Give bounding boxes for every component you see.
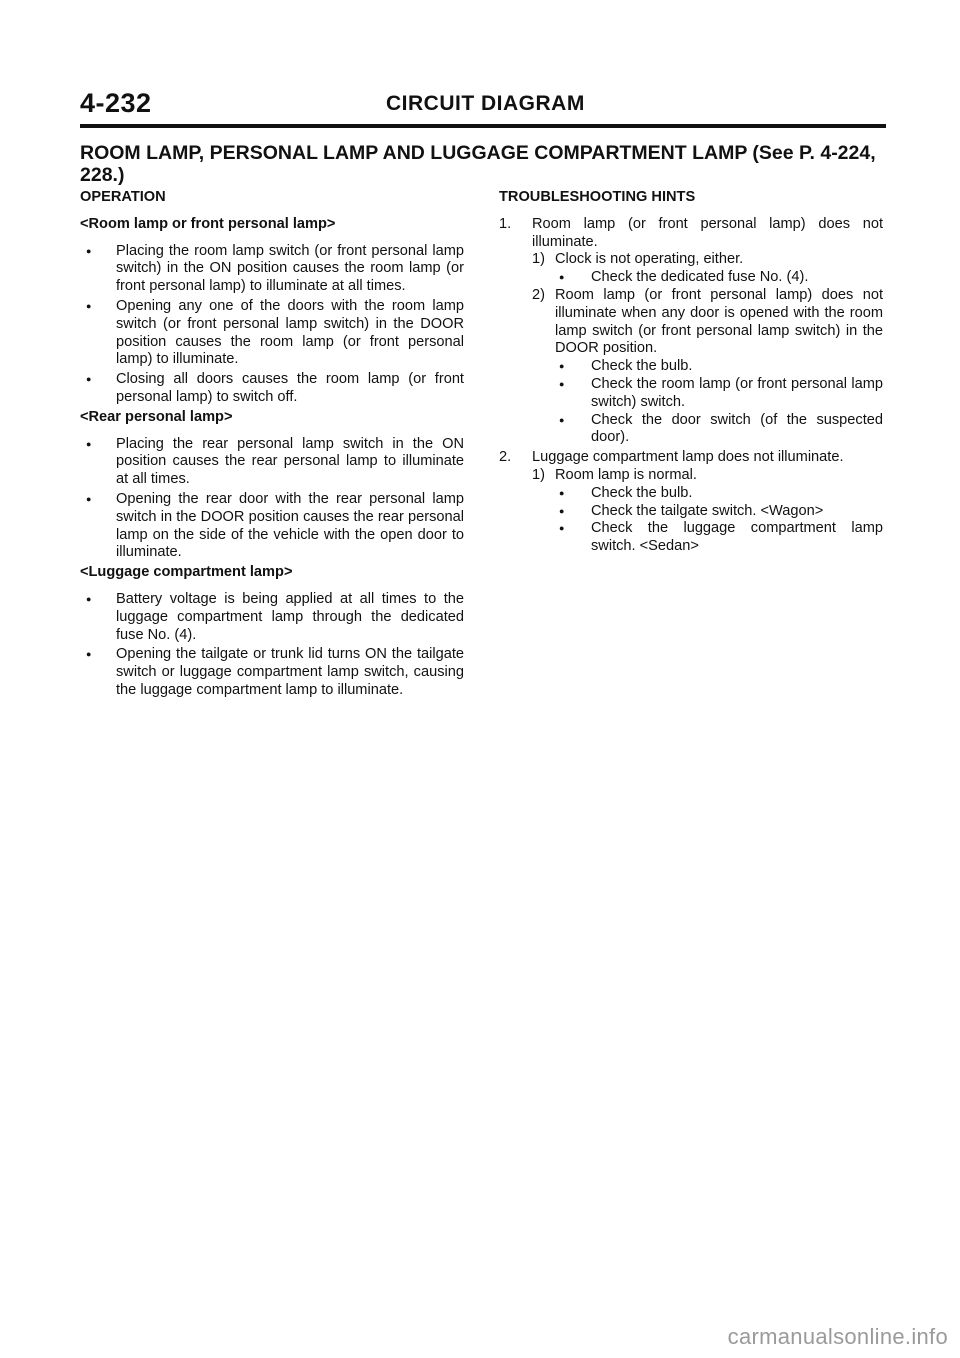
list-item: ● Battery voltage is being applied at all times to the luggage compartment lamp through the dedicated fuse No. (4).: [80, 591, 464, 644]
page-number: 4-232: [80, 88, 152, 118]
list-item: ● Opening any one of the doors with the room lamp switch (or front personal lamp switch) in the DOOR position causes the room lamp (or front personal lamp) to illuminate.: [80, 298, 464, 369]
check-item: ● Check the tailgate switch. <Wagon>: [499, 503, 883, 521]
troubleshooting-column: [499, 189, 883, 556]
subitem-number: 2): [532, 286, 545, 303]
subitem-text: Room lamp is normal.: [555, 466, 697, 483]
troubleshooting-heading: TROUBLESHOOTING HINTS: [499, 189, 696, 205]
hint-subitem: [499, 467, 883, 485]
hint-number: 2.: [499, 449, 512, 466]
room-lamp-subheading: <Room lamp or front personal lamp>: [80, 215, 336, 232]
list-item: ● Placing the room lamp switch (or front personal lamp switch) in the ON position causes the room lamp (or front personal lamp) to illuminate at all times.: [80, 243, 464, 296]
list-item: ● Placing the rear personal lamp switch in the ON position causes the rear personal lamp to illuminate at all times.: [80, 436, 464, 489]
list-item: ● Opening the tailgate or trunk lid turns ON the tailgate switch or luggage compartment lamp switch, causing the luggage compartment lamp to illuminate.: [80, 646, 464, 699]
check-item: ● Check the bulb.: [499, 358, 883, 376]
luggage-lamp-subheading: <Luggage compartment lamp>: [80, 564, 293, 581]
hint-subitem: [499, 287, 883, 358]
hint-item-1: [499, 216, 883, 252]
subitem-text: Room lamp (or front personal lamp) does not illuminate when any door is opened with the room lamp switch (or front personal lamp switch) in the DOOR position.: [555, 286, 883, 357]
header-rule: [80, 124, 886, 128]
watermark: carmanualsonline.info: [727, 1324, 948, 1349]
hint-text: Luggage compartment lamp does not illuminate.: [532, 449, 844, 466]
section-title: ROOM LAMP, PERSONAL LAMP AND LUGGAGE COMPARTMENT LAMP (See P. 4-224, 228.): [80, 142, 876, 186]
list-item: ● Opening the rear door with the rear personal lamp switch in the DOOR position causes the rear personal lamp on the side of the vehicle with the open door to illuminate.: [80, 491, 464, 562]
hint-item-2: [499, 449, 883, 467]
operation-column: [80, 189, 464, 702]
hint-subitem: [499, 251, 883, 269]
check-item: ● Check the luggage compartment lamp switch. <Sedan>: [499, 520, 883, 556]
subitem-number: 1): [532, 466, 545, 483]
rear-lamp-subheading: <Rear personal lamp>: [80, 408, 233, 425]
hint-number: 1.: [499, 215, 512, 232]
subitem-number: 1): [532, 251, 545, 268]
list-item: ● Closing all doors causes the room lamp (or front personal lamp) to switch off.: [80, 371, 464, 407]
check-item: ● Check the dedicated fuse No. (4).: [499, 269, 883, 287]
check-item: ● Check the room lamp (or front personal lamp switch) switch.: [499, 376, 883, 412]
check-item: ● Check the bulb.: [499, 485, 883, 503]
check-item: ● Check the door switch (of the suspected door).: [499, 412, 883, 448]
operation-heading: OPERATION: [80, 189, 166, 205]
subitem-text: Clock is not operating, either.: [555, 251, 744, 268]
header-title: CIRCUIT DIAGRAM: [386, 92, 585, 115]
hint-text: Room lamp (or front personal lamp) does not illuminate.: [532, 215, 883, 250]
